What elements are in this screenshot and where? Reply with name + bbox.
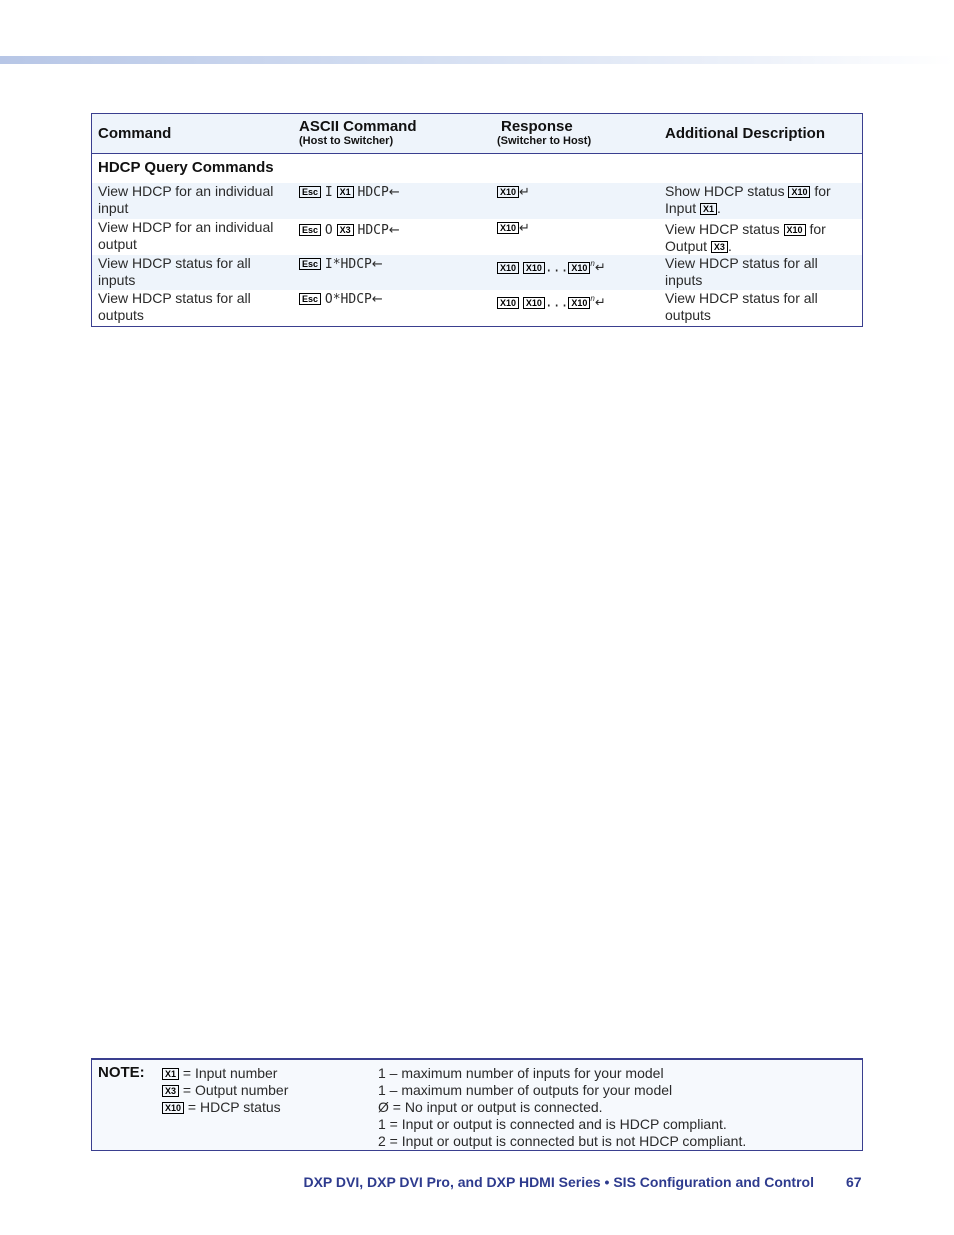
row-description: View HDCP status X10 for Output X3 . xyxy=(665,221,826,254)
row-response xyxy=(497,183,530,201)
page-number: 67 xyxy=(846,1174,862,1190)
row-description: Show HDCP status X10 for Input X1 . xyxy=(665,183,831,216)
row-command: View HDCP for an individual input xyxy=(98,183,274,216)
hdcp-command-table xyxy=(91,113,863,327)
variable-box: X3 xyxy=(162,1085,179,1097)
header-response-sub: (Switcher to Host) xyxy=(497,135,592,147)
row-description: View HDCP status for all inputs xyxy=(665,255,818,288)
ascii-text: HDCP xyxy=(357,223,389,238)
note-value-line: Ø = No input or output is connected. xyxy=(378,1099,603,1115)
row-description: View HDCP status for all outputs xyxy=(665,290,818,323)
variable-box: X10 xyxy=(568,262,590,274)
variable-box: X10 xyxy=(568,297,590,309)
note-box xyxy=(91,1058,863,1151)
note-value-line: 1 – maximum number of inputs for your model xyxy=(378,1065,664,1081)
footer-title: DXP DVI, DXP DVI Pro, and DXP HDMI Series • SIS Configuration and Control xyxy=(303,1174,814,1190)
ellipsis: ... xyxy=(544,260,569,276)
header-ascii-sub: (Host to Switcher) xyxy=(299,135,394,147)
esc-key-box: Esc xyxy=(299,258,321,270)
variable-box: X1 xyxy=(162,1068,179,1080)
note-value-line: 1 = Input or output is connected and is HDCP compliant. xyxy=(378,1116,727,1132)
variable-box: X10 xyxy=(497,222,519,234)
note-values xyxy=(378,1065,746,1150)
esc-key-box: Esc xyxy=(299,186,321,198)
variable-box: X10 xyxy=(497,297,519,309)
header-response-title: Response xyxy=(501,118,573,135)
desc-text: View HDCP status xyxy=(665,221,780,237)
row-command: View HDCP status for all outputs xyxy=(98,290,251,323)
left-arrow-icon: ← xyxy=(388,223,400,238)
return-arrow-icon: ↵ xyxy=(519,185,530,200)
superscript-n: n xyxy=(590,294,595,303)
row-ascii xyxy=(299,183,400,201)
header-description: Additional Description xyxy=(665,125,826,142)
row-response xyxy=(497,290,606,312)
esc-key-box: Esc xyxy=(299,293,321,305)
desc-text: for Output xyxy=(665,221,826,254)
row-command: View HDCP for an individual output xyxy=(98,219,274,252)
left-arrow-icon: ← xyxy=(371,292,383,307)
ascii-text: I*HDCP xyxy=(324,257,372,272)
variable-box: X1 xyxy=(700,203,717,215)
row-command: View HDCP status for all inputs xyxy=(98,255,251,288)
note-var-item xyxy=(162,1082,288,1099)
variable-box: X3 xyxy=(337,224,354,236)
return-arrow-icon: ↵ xyxy=(594,260,606,276)
table-row xyxy=(92,219,862,255)
variable-box: X10 xyxy=(523,297,545,309)
header-ascii xyxy=(299,118,417,147)
top-accent-bar xyxy=(0,56,954,64)
note-var-text: = HDCP status xyxy=(187,1099,281,1115)
superscript-n: n xyxy=(590,259,595,268)
ascii-text: O*HDCP xyxy=(324,292,372,307)
esc-key-box: Esc xyxy=(299,224,321,236)
header-ascii-title: ASCII Command xyxy=(299,118,417,135)
note-var-item xyxy=(162,1099,288,1116)
header-command: Command xyxy=(98,125,172,142)
ascii-char: I xyxy=(324,185,333,200)
row-ascii xyxy=(299,255,383,273)
variable-box: X10 xyxy=(784,224,806,236)
variable-box: X1 xyxy=(337,186,354,198)
note-var-text: = Output number xyxy=(182,1082,289,1098)
left-arrow-icon: ← xyxy=(371,257,383,272)
ascii-text: HDCP xyxy=(357,185,389,200)
table-row xyxy=(92,255,862,290)
ascii-char: O xyxy=(324,223,333,238)
table-row xyxy=(92,290,862,326)
row-ascii xyxy=(299,221,400,239)
return-arrow-icon: ↵ xyxy=(594,295,606,311)
desc-text: for Input xyxy=(665,183,831,216)
note-variables xyxy=(162,1065,288,1116)
note-var-item xyxy=(162,1065,288,1082)
ellipsis: ... xyxy=(544,295,569,311)
note-label: NOTE: xyxy=(98,1064,145,1081)
variable-box: X10 xyxy=(497,186,519,198)
table-header xyxy=(92,114,862,154)
row-response xyxy=(497,219,530,237)
header-response xyxy=(497,118,591,147)
desc-text: Show HDCP status xyxy=(665,183,785,199)
variable-box: X10 xyxy=(788,186,810,198)
table-row xyxy=(92,183,862,219)
variable-box: X10 xyxy=(523,262,545,274)
note-var-text: = Input number xyxy=(182,1065,278,1081)
section-title: HDCP Query Commands xyxy=(98,159,274,176)
note-value-line: 2 = Input or output is connected but is not HDCP compliant. xyxy=(378,1133,747,1149)
variable-box: X10 xyxy=(162,1102,184,1114)
note-value-line: 1 – maximum number of outputs for your model xyxy=(378,1082,673,1098)
left-arrow-icon: ← xyxy=(388,185,400,200)
variable-box: X10 xyxy=(497,262,519,274)
row-ascii xyxy=(299,290,383,308)
row-response xyxy=(497,255,606,277)
variable-box: X3 xyxy=(711,241,728,253)
return-arrow-icon: ↵ xyxy=(519,221,530,236)
